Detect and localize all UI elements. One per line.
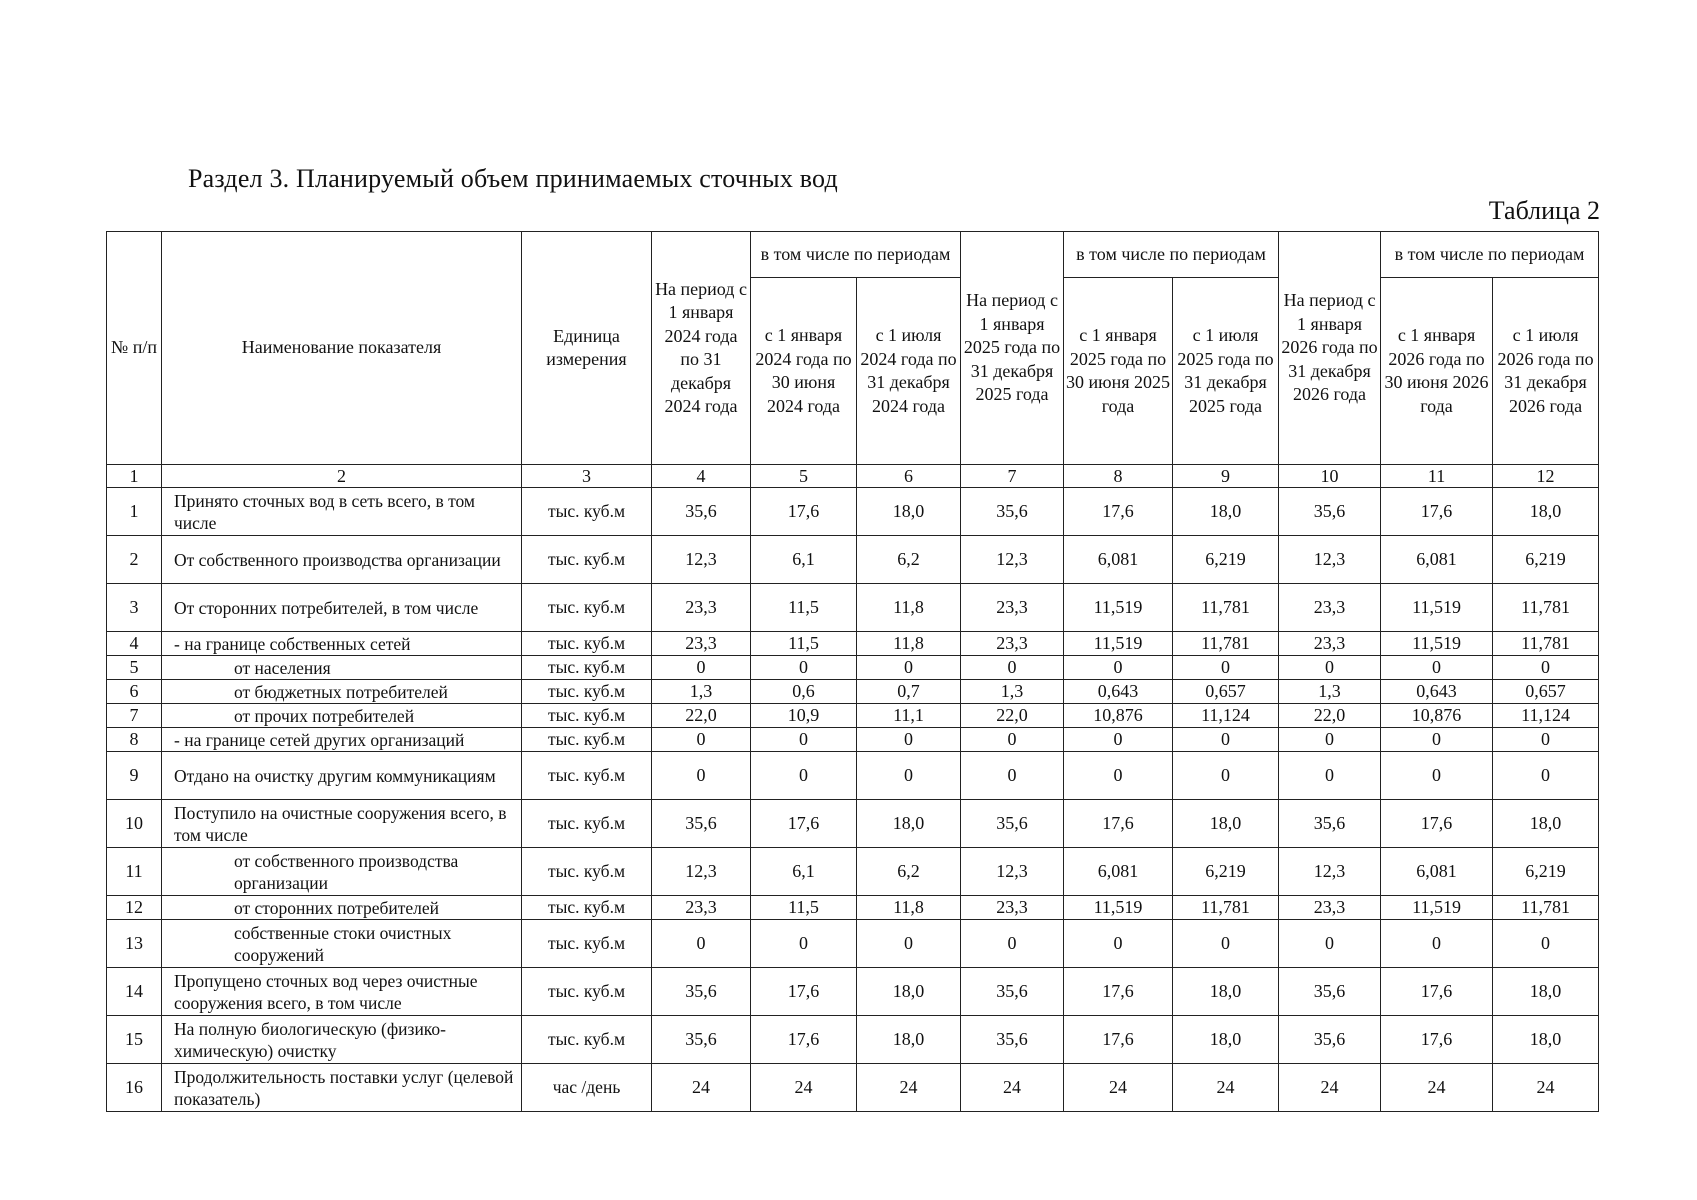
row-value: 35,6 xyxy=(1279,800,1381,848)
row-value: 12,3 xyxy=(961,848,1064,896)
row-value: 11,781 xyxy=(1493,584,1599,632)
row-value: 0 xyxy=(1381,920,1493,968)
row-value: 18,0 xyxy=(1173,800,1279,848)
row-value: 17,6 xyxy=(1064,488,1173,536)
row-indicator-name: от бюджетных потребителей xyxy=(162,680,522,704)
row-unit: тыс. куб.м xyxy=(522,656,652,680)
row-value: 24 xyxy=(751,1064,857,1112)
row-value: 17,6 xyxy=(1064,1016,1173,1064)
row-value: 0 xyxy=(1493,920,1599,968)
row-value: 0 xyxy=(751,656,857,680)
row-value: 35,6 xyxy=(1279,1016,1381,1064)
row-value: 0 xyxy=(1064,920,1173,968)
row-value: 23,3 xyxy=(1279,896,1381,920)
row-indicator-name: Продолжительность поставки услуг (целевой показатель) xyxy=(162,1064,522,1112)
row-value: 23,3 xyxy=(1279,632,1381,656)
row-value: 10,9 xyxy=(751,704,857,728)
row-value: 18,0 xyxy=(857,968,961,1016)
table-row xyxy=(107,584,1599,632)
row-value: 11,124 xyxy=(1173,704,1279,728)
row-value: 0 xyxy=(751,920,857,968)
row-number: 12 xyxy=(107,896,162,920)
row-value: 12,3 xyxy=(652,848,751,896)
row-value: 0 xyxy=(1493,728,1599,752)
row-value: 24 xyxy=(652,1064,751,1112)
row-value: 22,0 xyxy=(652,704,751,728)
row-value: 24 xyxy=(1064,1064,1173,1112)
row-unit: тыс. куб.м xyxy=(522,1016,652,1064)
table-label: Таблица 2 xyxy=(1488,196,1600,225)
row-unit: тыс. куб.м xyxy=(522,920,652,968)
row-value: 6,219 xyxy=(1493,848,1599,896)
row-number: 8 xyxy=(107,728,162,752)
row-value: 0 xyxy=(961,920,1064,968)
row-value: 0 xyxy=(857,728,961,752)
row-value: 0 xyxy=(1493,656,1599,680)
row-value: 24 xyxy=(1279,1064,1381,1112)
row-value: 11,8 xyxy=(857,896,961,920)
row-indicator-name: От собственного производства организации xyxy=(162,536,522,584)
column-number: 9 xyxy=(1173,465,1279,488)
row-number: 6 xyxy=(107,680,162,704)
row-unit: тыс. куб.м xyxy=(522,752,652,800)
column-number: 5 xyxy=(751,465,857,488)
row-value: 17,6 xyxy=(1381,1016,1493,1064)
column-number: 7 xyxy=(961,465,1064,488)
column-number: 1 xyxy=(107,465,162,488)
column-number: 10 xyxy=(1279,465,1381,488)
row-value: 0 xyxy=(652,920,751,968)
row-value: 0,657 xyxy=(1493,680,1599,704)
row-unit: тыс. куб.м xyxy=(522,968,652,1016)
row-value: 11,5 xyxy=(751,584,857,632)
row-value: 11,1 xyxy=(857,704,961,728)
row-value: 11,519 xyxy=(1381,584,1493,632)
column-number: 2 xyxy=(162,465,522,488)
row-value: 0,643 xyxy=(1064,680,1173,704)
row-value: 0 xyxy=(857,752,961,800)
row-value: 0 xyxy=(1173,752,1279,800)
row-value: 0 xyxy=(1173,728,1279,752)
row-value: 0,7 xyxy=(857,680,961,704)
row-value: 18,0 xyxy=(1173,1016,1279,1064)
header-h2-2024: с 1 июля 2024 года по 31 декабря 2024 года xyxy=(857,278,961,465)
header-h2-2025: с 1 июля 2025 года по 31 декабря 2025 года xyxy=(1173,278,1279,465)
row-value: 11,519 xyxy=(1381,896,1493,920)
table-row xyxy=(107,800,1599,848)
row-value: 23,3 xyxy=(961,584,1064,632)
row-value: 6,081 xyxy=(1064,536,1173,584)
row-indicator-name: Пропущено сточных вод через очистные сооружения всего, в том числе xyxy=(162,968,522,1016)
row-value: 11,781 xyxy=(1173,584,1279,632)
table-row xyxy=(107,680,1599,704)
row-indicator-name: Принято сточных вод в сеть всего, в том числе xyxy=(162,488,522,536)
row-value: 0,657 xyxy=(1173,680,1279,704)
table-row xyxy=(107,536,1599,584)
row-value: 35,6 xyxy=(1279,488,1381,536)
row-number: 15 xyxy=(107,1016,162,1064)
row-value: 23,3 xyxy=(1279,584,1381,632)
row-indicator-name: От сторонних потребителей, в том числе xyxy=(162,584,522,632)
row-number: 13 xyxy=(107,920,162,968)
row-value: 0 xyxy=(1493,752,1599,800)
row-value: 18,0 xyxy=(1493,968,1599,1016)
row-unit: тыс. куб.м xyxy=(522,800,652,848)
row-unit: тыс. куб.м xyxy=(522,728,652,752)
row-number: 5 xyxy=(107,656,162,680)
row-value: 12,3 xyxy=(652,536,751,584)
row-value: 1,3 xyxy=(961,680,1064,704)
row-value: 18,0 xyxy=(1493,488,1599,536)
row-value: 0 xyxy=(1279,656,1381,680)
row-value: 6,219 xyxy=(1173,536,1279,584)
column-number: 12 xyxy=(1493,465,1599,488)
row-value: 0 xyxy=(1279,728,1381,752)
row-value: 35,6 xyxy=(652,800,751,848)
row-number: 3 xyxy=(107,584,162,632)
row-value: 17,6 xyxy=(1381,800,1493,848)
row-value: 18,0 xyxy=(857,1016,961,1064)
table-row xyxy=(107,968,1599,1016)
row-value: 23,3 xyxy=(961,632,1064,656)
row-number: 16 xyxy=(107,1064,162,1112)
row-value: 24 xyxy=(1381,1064,1493,1112)
row-value: 12,3 xyxy=(1279,848,1381,896)
table-row xyxy=(107,1016,1599,1064)
row-indicator-name: - на границе собственных сетей xyxy=(162,632,522,656)
row-value: 0 xyxy=(652,752,751,800)
row-value: 24 xyxy=(961,1064,1064,1112)
table-row xyxy=(107,752,1599,800)
row-value: 6,1 xyxy=(751,536,857,584)
row-value: 0 xyxy=(1381,752,1493,800)
row-unit: тыс. куб.м xyxy=(522,848,652,896)
row-unit: тыс. куб.м xyxy=(522,536,652,584)
row-value: 23,3 xyxy=(652,584,751,632)
row-value: 35,6 xyxy=(961,488,1064,536)
row-value: 11,124 xyxy=(1493,704,1599,728)
header-h1-2025: с 1 января 2025 года по 30 июня 2025 года xyxy=(1064,278,1173,465)
header-h2-2026: с 1 июля 2026 года по 31 декабря 2026 года xyxy=(1493,278,1599,465)
row-value: 0 xyxy=(961,752,1064,800)
row-number: 2 xyxy=(107,536,162,584)
row-unit: тыс. куб.м xyxy=(522,632,652,656)
table-row xyxy=(107,728,1599,752)
header-name: Наименование показателя xyxy=(162,232,522,465)
column-number: 6 xyxy=(857,465,961,488)
row-unit: час /день xyxy=(522,1064,652,1112)
row-number: 9 xyxy=(107,752,162,800)
header-num: № п/п xyxy=(107,232,162,465)
row-value: 0 xyxy=(1173,920,1279,968)
row-value: 0 xyxy=(751,752,857,800)
row-indicator-name: На полную биологическую (физико-химическую) очистку xyxy=(162,1016,522,1064)
row-number: 10 xyxy=(107,800,162,848)
row-number: 14 xyxy=(107,968,162,1016)
row-value: 11,781 xyxy=(1493,896,1599,920)
row-number: 11 xyxy=(107,848,162,896)
table-row xyxy=(107,848,1599,896)
row-value: 17,6 xyxy=(751,488,857,536)
row-indicator-name: от сторонних потребителей xyxy=(162,896,522,920)
row-value: 17,6 xyxy=(1381,968,1493,1016)
row-value: 18,0 xyxy=(857,800,961,848)
row-value: 17,6 xyxy=(751,1016,857,1064)
row-value: 11,519 xyxy=(1064,896,1173,920)
row-value: 23,3 xyxy=(652,632,751,656)
row-value: 17,6 xyxy=(1064,968,1173,1016)
row-value: 6,219 xyxy=(1173,848,1279,896)
row-value: 11,8 xyxy=(857,632,961,656)
row-indicator-name: - на границе сетей других организаций xyxy=(162,728,522,752)
row-value: 11,5 xyxy=(751,632,857,656)
row-indicator-name: Отдано на очистку другим коммуникациям xyxy=(162,752,522,800)
row-value: 11,519 xyxy=(1064,632,1173,656)
row-value: 6,2 xyxy=(857,848,961,896)
row-value: 0,6 xyxy=(751,680,857,704)
row-value: 18,0 xyxy=(1173,488,1279,536)
row-indicator-name: от прочих потребителей xyxy=(162,704,522,728)
row-value: 0 xyxy=(652,656,751,680)
row-value: 35,6 xyxy=(961,1016,1064,1064)
row-value: 17,6 xyxy=(1381,488,1493,536)
row-value: 18,0 xyxy=(857,488,961,536)
header-period-2025: На период с 1 января 2025 года по 31 декабря 2025 года xyxy=(961,232,1064,465)
row-number: 1 xyxy=(107,488,162,536)
row-value: 12,3 xyxy=(1279,536,1381,584)
row-value: 11,781 xyxy=(1493,632,1599,656)
row-value: 35,6 xyxy=(961,800,1064,848)
table-body xyxy=(107,465,1599,1112)
header-unit: Единица измерения xyxy=(522,232,652,465)
row-value: 12,3 xyxy=(961,536,1064,584)
section-title: Раздел 3. Планируемый объем принимаемых сточных вод xyxy=(188,164,838,193)
row-value: 6,219 xyxy=(1493,536,1599,584)
row-value: 11,5 xyxy=(751,896,857,920)
row-value: 24 xyxy=(1173,1064,1279,1112)
row-value: 6,081 xyxy=(1064,848,1173,896)
row-value: 11,781 xyxy=(1173,632,1279,656)
row-number: 4 xyxy=(107,632,162,656)
header-h1-2026: с 1 января 2026 года по 30 июня 2026 года xyxy=(1381,278,1493,465)
row-indicator-name: от населения xyxy=(162,656,522,680)
row-value: 0 xyxy=(751,728,857,752)
row-unit: тыс. куб.м xyxy=(522,680,652,704)
table-row xyxy=(107,704,1599,728)
row-value: 17,6 xyxy=(751,800,857,848)
row-value: 11,781 xyxy=(1173,896,1279,920)
row-value: 18,0 xyxy=(1173,968,1279,1016)
column-number: 8 xyxy=(1064,465,1173,488)
column-number: 3 xyxy=(522,465,652,488)
row-value: 24 xyxy=(857,1064,961,1112)
row-value: 18,0 xyxy=(1493,1016,1599,1064)
row-value: 11,519 xyxy=(1064,584,1173,632)
row-unit: тыс. куб.м xyxy=(522,896,652,920)
row-value: 0 xyxy=(1064,728,1173,752)
row-value: 10,876 xyxy=(1064,704,1173,728)
row-value: 35,6 xyxy=(652,968,751,1016)
column-number-row xyxy=(107,465,1599,488)
row-value: 0 xyxy=(1279,752,1381,800)
row-value: 0 xyxy=(1173,656,1279,680)
table-row xyxy=(107,632,1599,656)
row-value: 23,3 xyxy=(652,896,751,920)
row-value: 35,6 xyxy=(1279,968,1381,1016)
row-unit: тыс. куб.м xyxy=(522,704,652,728)
row-value: 1,3 xyxy=(1279,680,1381,704)
header-sub-periods-2026: в том числе по периодам xyxy=(1381,232,1599,278)
row-value: 17,6 xyxy=(751,968,857,1016)
row-value: 0 xyxy=(961,656,1064,680)
header-period-2026: На период с 1 января 2026 года по 31 декабря 2026 года xyxy=(1279,232,1381,465)
table-row xyxy=(107,896,1599,920)
row-value: 11,8 xyxy=(857,584,961,632)
table-row xyxy=(107,488,1599,536)
row-value: 6,1 xyxy=(751,848,857,896)
column-number: 11 xyxy=(1381,465,1493,488)
header-sub-periods-2025: в том числе по периодам xyxy=(1064,232,1279,278)
row-value: 6,2 xyxy=(857,536,961,584)
row-unit: тыс. куб.м xyxy=(522,488,652,536)
row-number: 7 xyxy=(107,704,162,728)
table-row xyxy=(107,920,1599,968)
row-value: 23,3 xyxy=(961,896,1064,920)
row-value: 11,519 xyxy=(1381,632,1493,656)
row-value: 18,0 xyxy=(1493,800,1599,848)
row-indicator-name: Поступило на очистные сооружения всего, в том числе xyxy=(162,800,522,848)
row-value: 0 xyxy=(961,728,1064,752)
column-number: 4 xyxy=(652,465,751,488)
wastewater-volume-table xyxy=(106,231,1599,1112)
row-value: 10,876 xyxy=(1381,704,1493,728)
row-value: 0 xyxy=(652,728,751,752)
row-value: 0 xyxy=(1381,656,1493,680)
header-h1-2024: с 1 января 2024 года по 30 июня 2024 года xyxy=(751,278,857,465)
row-value: 0 xyxy=(857,656,961,680)
row-value: 0 xyxy=(1064,656,1173,680)
row-value: 6,081 xyxy=(1381,536,1493,584)
row-value: 24 xyxy=(1493,1064,1599,1112)
row-value: 35,6 xyxy=(961,968,1064,1016)
row-unit: тыс. куб.м xyxy=(522,584,652,632)
row-value: 0 xyxy=(1381,728,1493,752)
row-value: 22,0 xyxy=(1279,704,1381,728)
table-row xyxy=(107,656,1599,680)
header-sub-periods-2024: в том числе по периодам xyxy=(751,232,961,278)
row-value: 0 xyxy=(1279,920,1381,968)
row-value: 0 xyxy=(1064,752,1173,800)
row-indicator-name: от собственного производства организации xyxy=(162,848,522,896)
row-value: 22,0 xyxy=(961,704,1064,728)
row-value: 0,643 xyxy=(1381,680,1493,704)
row-value: 35,6 xyxy=(652,488,751,536)
row-value: 35,6 xyxy=(652,1016,751,1064)
row-value: 6,081 xyxy=(1381,848,1493,896)
table-row xyxy=(107,1064,1599,1112)
row-value: 0 xyxy=(857,920,961,968)
header-period-2024: На период с 1 января 2024 года по 31 декабря 2024 года xyxy=(652,232,751,465)
row-indicator-name: собственные стоки очистных сооружений xyxy=(162,920,522,968)
row-value: 1,3 xyxy=(652,680,751,704)
row-value: 17,6 xyxy=(1064,800,1173,848)
